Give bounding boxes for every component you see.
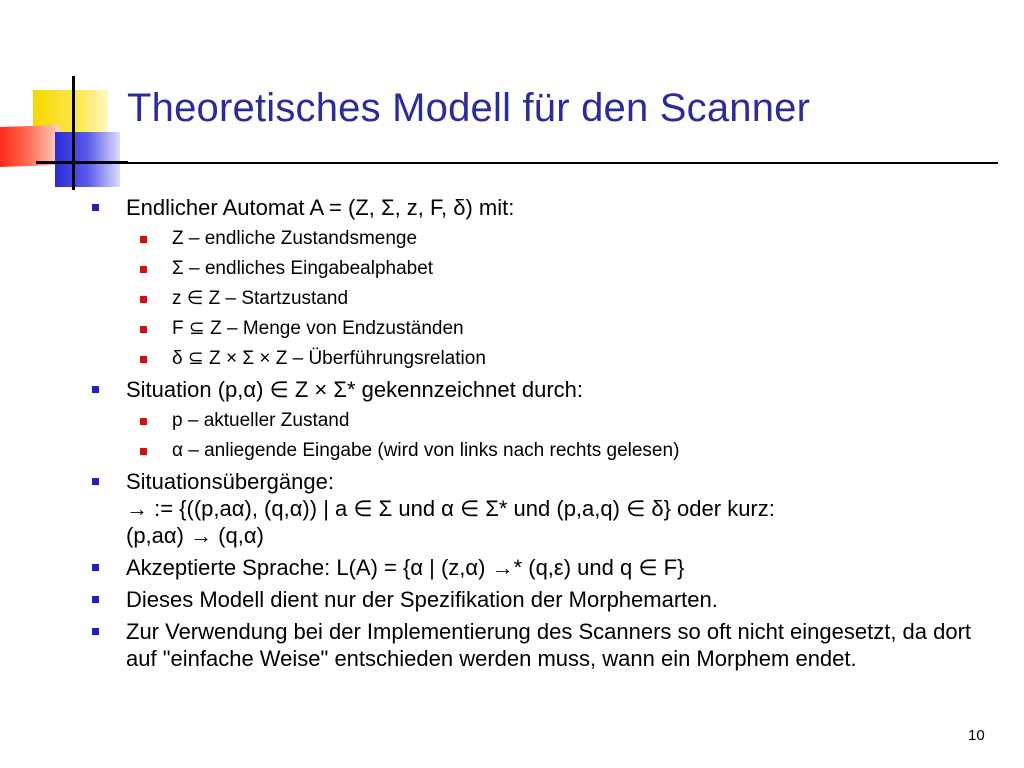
square-bullet-icon [140,236,147,243]
square-bullet-icon [92,204,99,211]
bullet-automaton [92,194,992,221]
square-bullet-icon [92,564,99,571]
bullet-text: Zur Verwendung bei der Implementierung des Scanners so oft nicht eingesetzt, da dort auf "einfache Weise" entschieden werden muss, wann ein Morphem endet. [126,619,972,671]
title-underline [118,162,998,164]
sub-bullet: α – anliegende Eingabe (wird von links nach rechts gelesen) [92,438,992,464]
square-bullet-icon [140,296,147,303]
square-bullet-icon [140,418,147,425]
sub-bullet: z ∈ Z – Startzustand [92,286,992,312]
bullet-text: Endlicher Automat A = (Z, Σ, z, F, δ) mit: [126,195,515,220]
slide-title: Theoretisches Modell für den Scanner [127,86,811,130]
square-bullet-icon [92,596,99,603]
bullet-text: Dieses Modell dient nur der Spezifikation der Morphemarten. [126,587,718,612]
logo-blue-square [55,132,120,187]
square-bullet-icon [92,386,99,393]
square-bullet-icon [140,326,147,333]
sub-bullet: Z – endliche Zustandsmenge [92,226,992,252]
square-bullet-icon [140,448,147,455]
sub-bullet: F ⊆ Z – Menge von Endzuständen [92,316,992,342]
bullet-text: Situation (p,α) ∈ Z × Σ* gekennzeichnet durch: [126,377,583,402]
slide-logo [0,0,130,200]
bullet-text-line: (p,aα) → (q,α) [126,523,264,548]
square-bullet-icon [92,628,99,635]
page-number: 10 [968,727,985,744]
logo-horizontal-line [36,161,128,164]
bullet-spec [92,586,992,613]
bullet-text: Akzeptierte Sprache: L(A) = {α | (z,α) →* (q,ε) und q ∈ F} [126,555,685,580]
square-bullet-icon [140,356,147,363]
slide-body [92,194,992,677]
sub-bullet: Σ – endliches Eingabealphabet [92,256,992,282]
sub-bullet: p – aktueller Zustand [92,408,992,434]
sub-bullet: δ ⊆ Z × Σ × Z – Überführungsrelation [92,346,992,372]
bullet-situation [92,376,992,403]
square-bullet-icon [92,478,99,485]
bullet-transitions [92,468,992,549]
square-bullet-icon [140,266,147,273]
bullet-text-line: → := {((p,aα), (q,α)) | a ∈ Σ und α ∈ Σ* und (p,a,q) ∈ δ} oder kurz: [126,496,775,521]
logo-vertical-line [72,76,75,190]
bullet-text-line: Situationsübergänge: [126,469,334,494]
bullet-implementation [92,618,992,672]
bullet-language [92,554,992,581]
